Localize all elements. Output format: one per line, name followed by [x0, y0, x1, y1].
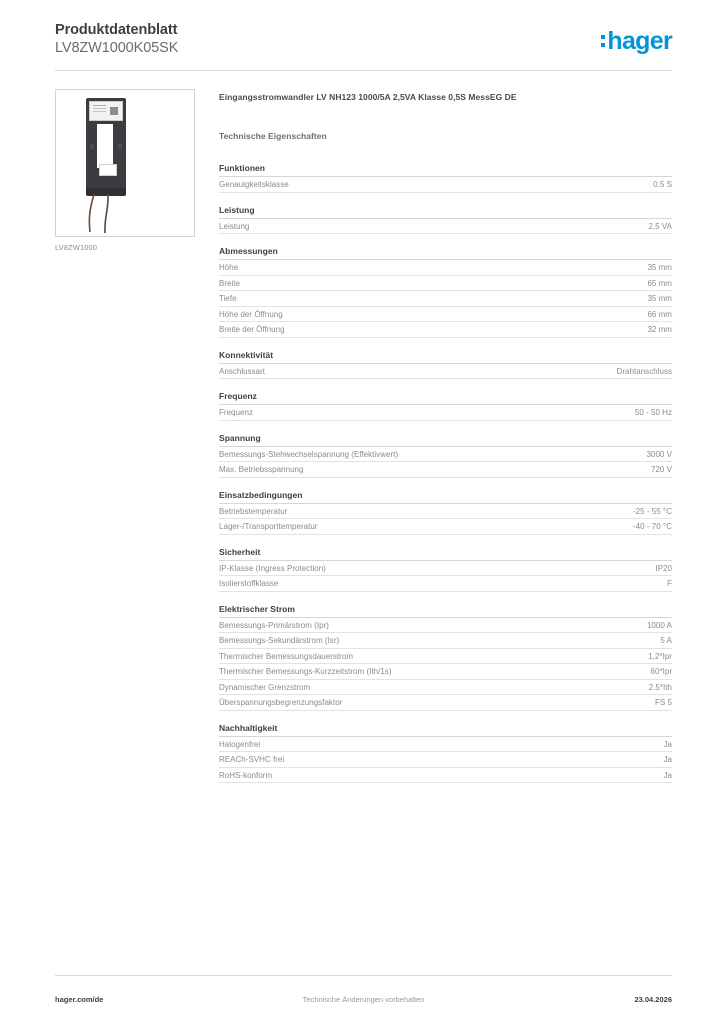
current-transformer-illustration [78, 98, 140, 232]
spec-row-value: Ja [663, 770, 672, 780]
label-chip-mark [110, 107, 118, 115]
spec-row [219, 462, 672, 478]
spec-row [219, 177, 672, 193]
footer-website[interactable]: hager.com/de [55, 995, 104, 1004]
spec-row [219, 633, 672, 649]
spec-row-label: Bemessungs-Stehwechselspannung (Effektivwert) [219, 449, 399, 459]
connection-wires [78, 194, 140, 234]
spec-section [219, 163, 672, 193]
spec-row-label: Isolierstoffklasse [219, 579, 279, 588]
spec-row-label: Genauigkeitsklasse [219, 180, 289, 189]
spec-row [219, 737, 672, 753]
spec-row-value: -40 - 70 °C [633, 522, 672, 531]
spec-row-value: 1,2*Ipr [648, 651, 672, 661]
spec-row-label: Max. Betriebsspannung [219, 465, 304, 474]
spec-section-heading: Sicherheit [219, 547, 672, 561]
product-image-caption: LV8ZW1000 [55, 243, 98, 252]
spec-section-heading: Einsatzbedingungen [219, 490, 672, 504]
product-title: Eingangsstromwandler LV NH123 1000/5A 2,5VA Klasse 0,5S MessEG DE [219, 92, 517, 102]
spec-row-value: IP20 [655, 563, 672, 573]
spec-section-heading: Nachhaltigkeit [219, 723, 672, 737]
mounting-tab-right [118, 144, 122, 149]
spec-row-value: 60*Ipr [650, 667, 672, 676]
spec-row [219, 576, 672, 592]
specifications-subtitle: Technische Eigenschaften [219, 131, 327, 141]
transformer-aperture [97, 124, 113, 168]
spec-row-label: Breite [219, 278, 241, 288]
spec-section [219, 391, 672, 421]
header-divider [55, 70, 672, 71]
spec-row-label: Thermischer Bemessungsdauerstrom [219, 651, 354, 661]
spec-row-value: 5 A [660, 636, 672, 645]
spec-row-label: Überspannungsbegrenzungsfaktor [219, 698, 343, 707]
spec-row-value: 720 V [650, 465, 672, 474]
footer-date: 23.04.2026 [634, 995, 672, 1004]
spec-section-heading: Elektrischer Strom [219, 604, 672, 618]
spec-row [219, 695, 672, 711]
spec-section [219, 547, 672, 592]
spec-row [219, 276, 672, 292]
spec-row-value: Drahtanschluss [616, 366, 672, 376]
spec-row-value: -25 - 55 °C [633, 506, 672, 516]
spec-row-label: Breite der Öffnung [219, 325, 285, 334]
spec-row [219, 768, 672, 784]
product-reference: LV8ZW1000K05SK [55, 40, 179, 56]
footer-divider [55, 975, 672, 976]
spec-row [219, 447, 672, 463]
spec-section [219, 433, 672, 478]
spec-section [219, 723, 672, 784]
spec-row-value: 50 - 50 Hz [634, 408, 672, 417]
spec-row [219, 752, 672, 768]
spec-section-heading: Abmessungen [219, 246, 672, 260]
spec-row-value: 35 mm [647, 263, 672, 272]
spec-row-value: 32 mm [647, 325, 672, 334]
spec-row-value: Ja [663, 739, 672, 749]
spec-row-value: F [667, 579, 672, 588]
spec-row-label: Bemessungs-Primärstrom (Ipr) [219, 620, 329, 630]
spec-row [219, 561, 672, 577]
transformer-body [86, 98, 126, 195]
spec-row-label: Thermischer Bemessungs-Kurzzeitstrom (Ith/1s) [219, 667, 392, 676]
spec-row-label: Leistung [219, 221, 250, 231]
spec-row-value: Ja [663, 755, 672, 764]
spec-sections [219, 163, 672, 783]
spec-section-heading: Frequenz [219, 391, 672, 405]
spec-section [219, 350, 672, 380]
page-footer [55, 995, 672, 1004]
spec-section [219, 205, 672, 235]
spec-row-value: 0.5 S [653, 180, 672, 189]
spec-row-label: Frequenz [219, 408, 253, 417]
spec-section [219, 604, 672, 711]
spec-row-value: 1000 A [646, 620, 672, 630]
transformer-aperture-lower [99, 164, 117, 176]
spec-row-value: 2,5 VA [648, 221, 672, 231]
spec-row [219, 504, 672, 520]
spec-row-value: 66 mm [647, 309, 672, 319]
logo-wordmark: hager [607, 26, 672, 55]
spec-section-heading: Konnektivität [219, 350, 672, 364]
spec-section-heading: Spannung [219, 433, 672, 447]
product-image-frame [55, 89, 195, 237]
spec-section-heading: Leistung [219, 205, 672, 219]
spec-row-label: Anschlussart [219, 366, 266, 376]
spec-row-label: Höhe der Öffnung [219, 309, 283, 319]
spec-row-label: Dynamischer Grenzstrom [219, 682, 311, 692]
spec-row [219, 405, 672, 421]
spec-row-value: 3000 V [646, 449, 672, 459]
logo-colon-icon [601, 35, 605, 48]
footer-disclaimer: Technische Änderungen vorbehalten [302, 995, 425, 1004]
spec-section [219, 246, 672, 338]
spec-row [219, 618, 672, 634]
spec-row [219, 649, 672, 665]
page-header [55, 22, 672, 66]
spec-section [219, 490, 672, 535]
spec-row-label: Tiefe [219, 294, 237, 303]
spec-row [219, 322, 672, 338]
spec-row-value: 2.5*Ith [648, 682, 672, 692]
transformer-label [89, 101, 123, 121]
spec-row-label: Betriebstemperatur [219, 506, 288, 516]
spec-row [219, 519, 672, 535]
spec-row [219, 680, 672, 696]
document-type-title: Produktdatenblatt [55, 22, 178, 38]
spec-row-value: 65 mm [647, 278, 672, 288]
hager-logo [601, 28, 672, 54]
spec-row-label: RoHS-konform [219, 770, 273, 780]
spec-row-label: REACh-SVHC frei [219, 755, 285, 764]
spec-row-label: Halogenfrei [219, 739, 261, 749]
spec-row-label: Bemessungs-Sekundärstrom (Isr) [219, 636, 340, 645]
spec-row-value: 35 mm [647, 294, 672, 303]
spec-row [219, 260, 672, 276]
spec-row-label: Lager-/Transporttemperatur [219, 522, 318, 531]
spec-row [219, 664, 672, 680]
spec-section-heading: Funktionen [219, 163, 672, 177]
spec-row-label: Höhe [219, 263, 239, 272]
spec-row-label: IP-Klasse (Ingress Protection) [219, 563, 326, 573]
spec-row [219, 291, 672, 307]
specifications-column [219, 92, 672, 795]
spec-row [219, 364, 672, 380]
spec-row-value: FS 5 [655, 698, 672, 707]
spec-row [219, 307, 672, 323]
spec-row [219, 219, 672, 235]
label-text-lines [93, 105, 106, 106]
mounting-tab-left [90, 144, 94, 149]
